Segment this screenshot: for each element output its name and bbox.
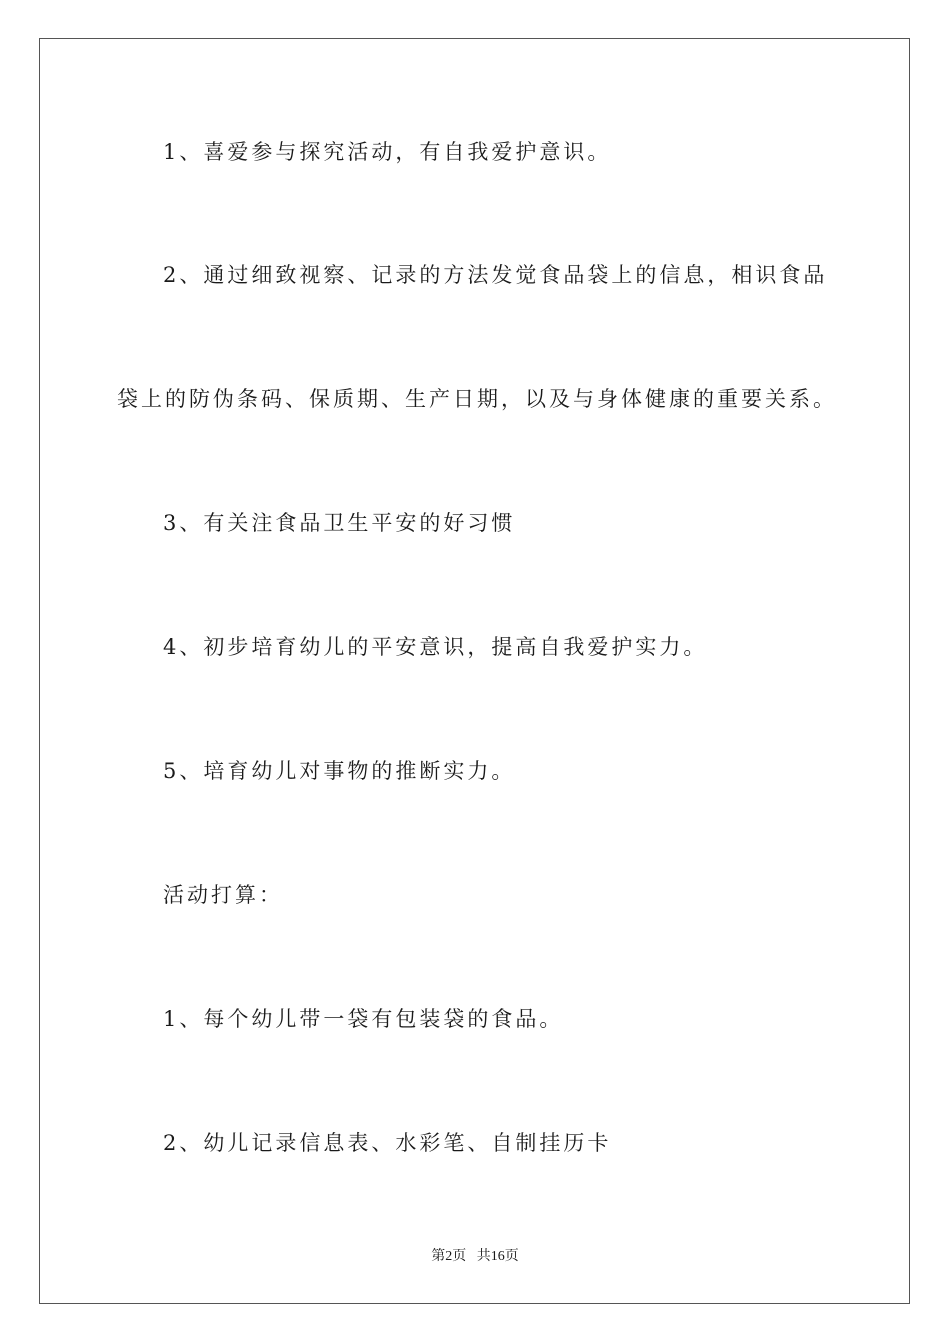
paragraph-prep-2: 2、幼儿记录信息表、水彩笔、自制挂历卡 [163, 1131, 612, 1155]
paragraph-goal-5: 5、培育幼儿对事物的推断实力。 [163, 759, 516, 783]
paragraph-goal-4: 4、初步培育幼儿的平安意识，提高自我爱护实力。 [163, 635, 708, 659]
page-number-footer: 第2页 共16页 [431, 1249, 519, 1264]
paragraph-goal-1: 1、喜爱参与探究活动，有自我爱护意识。 [163, 140, 612, 164]
paragraph-goal-3: 3、有关注食品卫生平安的好习惯 [163, 511, 516, 535]
paragraph-prep-1: 1、每个幼儿带一袋有包装袋的食品。 [163, 1007, 564, 1031]
paragraph-goal-2-line-1: 2、通过细致视察、记录的方法发觉食品袋上的信息，相识食品 [163, 263, 828, 287]
page-border [39, 38, 910, 1304]
section-heading-preparation: 活动打算： [163, 883, 283, 907]
paragraph-goal-2-line-2: 袋上的防伪条码、保质期、生产日期，以及与身体健康的重要关系。 [117, 387, 837, 411]
